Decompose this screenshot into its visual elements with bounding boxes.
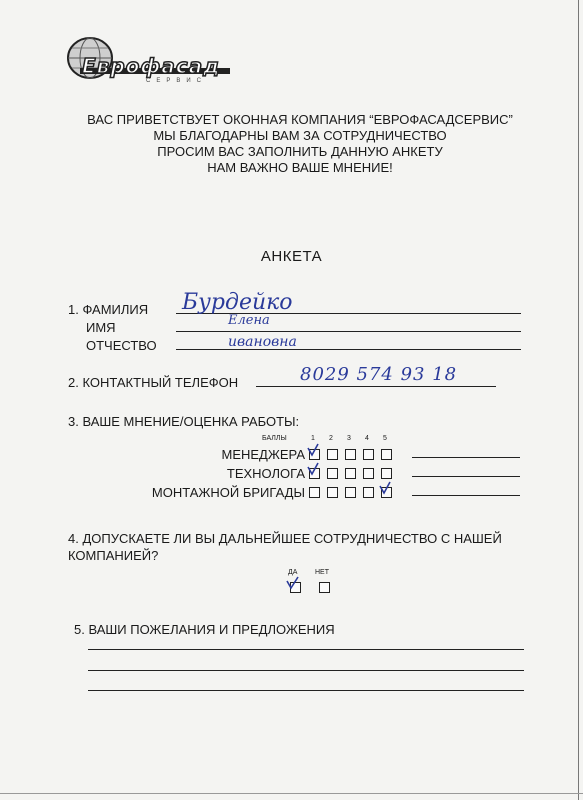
intro-line: ПРОСИМ ВАС ЗАПОЛНИТЬ ДАННУЮ АНКЕТУ (157, 144, 443, 159)
score-checkbox[interactable] (363, 487, 374, 498)
score-number: 1 (311, 435, 315, 442)
intro-line: НАМ ВАЖНО ВАШЕ МНЕНИЕ! (207, 160, 393, 175)
score-checkbox[interactable] (363, 468, 374, 479)
score-number: 2 (329, 435, 333, 442)
score-number: 4 (365, 435, 369, 442)
logo-sub: СЕРВИС (146, 78, 207, 84)
surname-value: Бурдейко (182, 290, 293, 315)
score-checkbox[interactable] (345, 449, 356, 460)
no-checkbox[interactable] (319, 582, 330, 593)
score-checkbox[interactable] (381, 468, 392, 479)
rating-row-label: МЕНЕДЖЕРА (221, 447, 305, 462)
score-checkbox[interactable] (309, 487, 320, 498)
logo-brand: Еврофасад (82, 54, 221, 78)
intro-line: МЫ БЛАГОДАРНЫ ВАМ ЗА СОТРУДНИЧЕСТВО (153, 128, 447, 143)
score-checkbox[interactable] (345, 468, 356, 479)
phone-value: 8029 574 93 18 (300, 364, 458, 385)
name-value: Елена (228, 313, 270, 328)
score-checkbox[interactable] (363, 449, 374, 460)
suggestions-label: 5. ВАШИ ПОЖЕЛАНИЯ И ПРЕДЛОЖЕНИЯ (74, 622, 335, 637)
patronymic-label: ОТЧЕСТВО (86, 338, 157, 353)
comment-line[interactable] (412, 457, 520, 458)
score-checkbox[interactable] (345, 487, 356, 498)
score-checkmark-icon (306, 462, 320, 476)
no-label: НЕТ (315, 569, 329, 576)
score-checkmark-icon (306, 443, 320, 457)
score-checkbox[interactable] (327, 468, 338, 479)
phone-field-line[interactable] (256, 386, 496, 387)
comment-line[interactable] (412, 476, 520, 477)
yes-label: ДА (288, 569, 298, 576)
suggestions-line[interactable] (88, 670, 524, 671)
cooperation-question-line2: КОМПАНИЕЙ? (68, 548, 159, 563)
yes-checkmark-icon (286, 576, 300, 590)
cooperation-question-line1: 4. ДОПУСКАЕТЕ ЛИ ВЫ ДАЛЬНЕЙШЕЕ СОТРУДНИЧЕСТВО С НАШЕЙ (68, 531, 502, 546)
intro-text (40, 112, 560, 176)
page-edge (0, 793, 583, 794)
intro-line: ВАС ПРИВЕТСТВУЕТ ОКОННАЯ КОМПАНИЯ “ЕВРОФАСАДСЕРВИС” (87, 112, 513, 127)
patronymic-value: ивановна (228, 334, 297, 350)
rating-label: 3. ВАШЕ МНЕНИЕ/ОЦЕНКА РАБОТЫ: (68, 414, 300, 429)
rating-row-label: ТЕХНОЛОГА (226, 466, 305, 481)
company-logo (62, 28, 232, 88)
score-checkbox[interactable] (327, 449, 338, 460)
suggestions-line[interactable] (88, 690, 524, 691)
score-checkbox[interactable] (381, 449, 392, 460)
comment-line[interactable] (412, 495, 520, 496)
name-field-line[interactable] (176, 331, 521, 332)
score-checkmark-icon (378, 481, 392, 495)
page-edge (578, 0, 579, 800)
suggestions-line[interactable] (88, 649, 524, 650)
score-number: 5 (383, 435, 387, 442)
surname-label: 1. ФАМИЛИЯ (68, 302, 149, 317)
name-label: ИМЯ (86, 320, 116, 335)
form-title: АНКЕТА (260, 248, 323, 265)
phone-label: 2. КОНТАКТНЫЙ ТЕЛЕФОН (68, 375, 239, 390)
score-scale-label: БАЛЛЫ (262, 435, 287, 442)
rating-row-label: МОНТАЖНОЙ БРИГАДЫ (151, 485, 305, 500)
score-checkbox[interactable] (327, 487, 338, 498)
score-number: 3 (347, 435, 351, 442)
